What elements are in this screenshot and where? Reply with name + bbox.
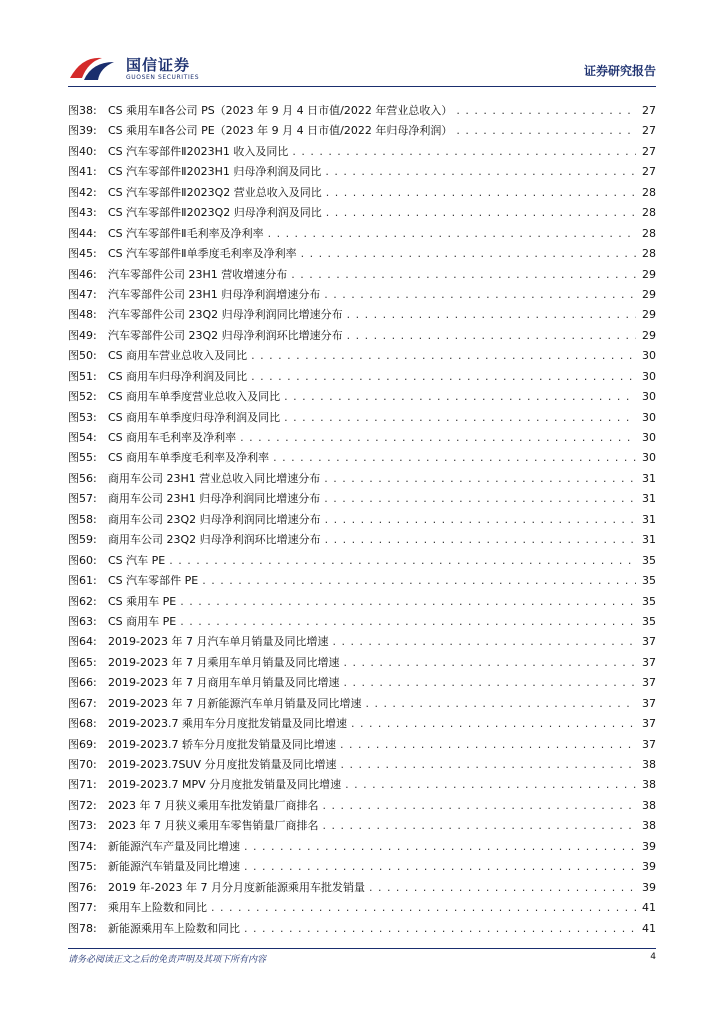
toc-entry[interactable] [68, 286, 656, 306]
toc-leader-dots [244, 840, 636, 853]
toc-entry[interactable] [68, 695, 656, 715]
toc-entry-page: 35 [642, 614, 656, 628]
toc-entry-number: 图78: [68, 921, 97, 935]
toc-entry-number: 图38: [68, 104, 97, 117]
toc-entry-page: 37 [642, 635, 656, 649]
toc-entry-title: CS 商用车毛利率及净利率 [108, 431, 237, 444]
toc-entry-number: 图45: [68, 247, 97, 261]
toc-leader-dots [347, 329, 636, 342]
toc-entry-page: 28 [642, 226, 656, 240]
toc-leader-dots [365, 697, 636, 710]
toc-entry-number: 图50: [68, 349, 97, 363]
toc-entry-number: 图77: [68, 901, 97, 915]
toc-entry[interactable] [68, 531, 656, 551]
toc-entry[interactable] [68, 143, 656, 163]
toc-entry-title: 2019-2023 年 7 月乘用车单月销量及同比增速 [108, 655, 340, 669]
toc-entry-title: CS 商用车单季度营业总收入及同比 [108, 390, 281, 404]
toc-entry[interactable] [68, 633, 656, 653]
toc-entry-title: 商用车公司 23Q2 归母净利润同比增速分布 [108, 512, 321, 526]
toc-entry-number: 图71: [68, 778, 97, 792]
toc-entry-page: 28 [642, 206, 656, 220]
toc-entry[interactable] [68, 449, 656, 469]
toc-entry-page: 38 [642, 758, 656, 771]
toc-leader-dots [326, 186, 636, 199]
toc-entry-title: 汽车零部件公司 23H1 归母净利润增速分布 [108, 287, 321, 301]
toc-entry[interactable] [68, 572, 656, 592]
toc-leader-dots [343, 676, 636, 689]
toc-entry-number: 图76: [68, 880, 97, 894]
logo-english-text: GUOSEN SECURITIES [126, 74, 200, 81]
guosen-logo [68, 52, 228, 84]
toc-leader-dots [325, 165, 636, 178]
toc-entry-title: CS 汽车零部件Ⅱ2023Q2 归母净利润及同比 [108, 206, 322, 220]
toc-entry[interactable] [68, 899, 656, 919]
toc-entry-number: 图65: [68, 655, 97, 669]
toc-leader-dots [211, 901, 636, 914]
toc-entry-page: 38 [642, 819, 656, 833]
toc-entry-title: CS 汽车零部件Ⅱ2023H1 归母净利润及同比 [108, 165, 322, 179]
toc-entry-title: 2019-2023 年 7 月汽车单月销量及同比增速 [108, 635, 329, 649]
toc-entry[interactable] [68, 102, 656, 122]
toc-leader-dots [345, 778, 636, 791]
toc-leader-dots [325, 533, 636, 546]
toc-entry-number: 图62: [68, 594, 97, 608]
toc-entry-number: 图73: [68, 819, 97, 833]
toc-entry-number: 图47: [68, 287, 97, 301]
toc-entry-number: 图66: [68, 676, 97, 690]
toc-entry-number: 图44: [68, 226, 97, 240]
toc-leader-dots [292, 145, 636, 158]
toc-entry[interactable] [68, 163, 656, 183]
toc-entry-number: 图69: [68, 737, 97, 751]
toc-leader-dots [369, 881, 636, 894]
toc-entry-title: 新能源汽车产量及同比增速 [108, 839, 240, 853]
toc-entry-page: 29 [642, 267, 656, 281]
toc-entry[interactable] [68, 817, 656, 837]
toc-entry-title: 2019-2023.7SUV 分月度批发销量及同比增速 [108, 758, 337, 771]
toc-entry-title: CS 汽车零部件Ⅱ毛利率及净利率 [108, 226, 264, 240]
toc-entry-title: CS 商用车单季度归母净利润及同比 [108, 410, 281, 424]
toc-entry[interactable] [68, 388, 656, 408]
toc-entry-page: 27 [642, 124, 656, 138]
toc-entry-page: 30 [642, 349, 656, 363]
toc-entry-page: 30 [642, 451, 656, 465]
toc-entry-number: 图59: [68, 533, 97, 547]
toc-entry[interactable] [68, 490, 656, 510]
toc-entry-title: 2019-2023.7 MPV 分月度批发销量及同比增速 [108, 778, 342, 792]
toc-leader-dots [169, 554, 636, 567]
toc-entry-title: 商用车公司 23H1 归母净利润同比增速分布 [108, 492, 321, 506]
toc-entry-page: 37 [642, 655, 656, 669]
toc-leader-dots [251, 370, 636, 383]
toc-entry-title: 新能源乘用车上险数和同比 [108, 921, 240, 935]
toc-entry-title: CS 商用车单季度毛利率及净利率 [108, 451, 270, 465]
toc-entry-title: 2023 年 7 月狭义乘用车批发销量厂商排名 [108, 798, 319, 812]
toc-entry[interactable] [68, 756, 656, 776]
toc-leader-dots [301, 247, 636, 260]
toc-entry[interactable] [68, 306, 656, 326]
toc-entry-page: 37 [642, 717, 656, 731]
toc-entry-page: 28 [642, 185, 656, 199]
toc-entry-number: 图70: [68, 758, 97, 771]
page-header [0, 0, 724, 96]
toc-entry[interactable] [68, 797, 656, 817]
toc-entry[interactable] [68, 776, 656, 796]
toc-entry-page: 35 [642, 594, 656, 608]
toc-entry-title: 商用车公司 23H1 营业总收入同比增速分布 [108, 471, 321, 485]
toc-leader-dots [347, 308, 636, 321]
toc-entry[interactable] [68, 613, 656, 633]
toc-leader-dots [268, 227, 636, 240]
toc-entry[interactable] [68, 409, 656, 429]
toc-entry-page: 35 [642, 574, 656, 588]
toc-entry-number: 图61: [68, 574, 97, 588]
toc-entry-page: 41 [642, 921, 656, 935]
toc-entry-title: CS 商用车 PE [108, 614, 177, 628]
toc-entry-number: 图52: [68, 390, 97, 404]
toc-entry-number: 图55: [68, 451, 97, 465]
header-divider [68, 86, 656, 87]
toc-entry-title: CS 乘用车 PE [108, 594, 177, 608]
toc-entry-page: 27 [642, 165, 656, 179]
toc-entry[interactable] [68, 184, 656, 204]
toc-leader-dots [341, 758, 636, 771]
toc-entry-number: 图74: [68, 839, 97, 853]
guosen-logo-icon [68, 52, 116, 84]
toc-entry-page: 29 [642, 328, 656, 342]
toc-entry-page: 27 [642, 104, 656, 117]
toc-entry-title: 汽车零部件公司 23H1 营收增速分布 [108, 267, 288, 281]
toc-leader-dots [326, 206, 636, 219]
page-number: 4 [650, 952, 656, 962]
toc-entry[interactable] [68, 429, 656, 449]
toc-entry-number: 图49: [68, 328, 97, 342]
toc-entry-page: 30 [642, 369, 656, 383]
toc-leader-dots [322, 819, 636, 832]
toc-entry-page: 31 [642, 512, 656, 526]
toc-entry[interactable] [68, 593, 656, 613]
toc-entry-title: 2023 年 7 月狭义乘用车零售销量厂商排名 [108, 819, 319, 833]
toc-entry-title: 乘用车上险数和同比 [108, 901, 207, 915]
toc-entry[interactable] [68, 368, 656, 388]
toc-entry-title: 商用车公司 23Q2 归母净利润环比增速分布 [108, 533, 321, 547]
toc-leader-dots [324, 288, 636, 301]
toc-entry-page: 30 [642, 410, 656, 424]
logo-chinese-text: 国信证券 [126, 56, 191, 74]
toc-entry-title: CS 乘用车Ⅱ各公司 PS（2023 年 9 月 4 日市值/2022 年营业总收入） [108, 104, 453, 117]
toc-leader-dots [202, 574, 636, 587]
toc-entry[interactable] [68, 654, 656, 674]
toc-leader-dots [244, 922, 636, 935]
toc-leader-dots [324, 472, 636, 485]
toc-entry[interactable] [68, 736, 656, 756]
toc-entry-number: 图53: [68, 410, 97, 424]
report-type-label: 证券研究报告 [583, 64, 656, 78]
figure-list [68, 102, 656, 940]
toc-entry-page: 37 [642, 696, 656, 710]
toc-entry-number: 图75: [68, 860, 97, 874]
toc-entry[interactable] [68, 511, 656, 531]
toc-entry-page: 37 [642, 676, 656, 690]
toc-entry-title: CS 乘用车Ⅱ各公司 PE（2023 年 9 月 4 日市值/2022 年归母净利润） [108, 124, 453, 138]
toc-entry-page: 37 [642, 737, 656, 751]
toc-leader-dots [180, 615, 636, 628]
toc-leader-dots [343, 656, 636, 669]
toc-entry[interactable] [68, 674, 656, 694]
toc-entry-number: 图54: [68, 431, 97, 444]
toc-entry-title: 汽车零部件公司 23Q2 归母净利润同比增速分布 [108, 308, 343, 322]
toc-entry-title: CS 汽车零部件Ⅱ2023H1 收入及同比 [108, 144, 289, 158]
toc-entry-page: 29 [642, 308, 656, 322]
toc-entry-page: 35 [642, 553, 656, 567]
toc-entry-number: 图46: [68, 267, 97, 281]
toc-entry[interactable] [68, 920, 656, 940]
toc-entry[interactable] [68, 879, 656, 899]
toc-entry-page: 31 [642, 471, 656, 485]
toc-entry-title: 2019-2023.7 轿车分月度批发销量及同比增速 [108, 737, 336, 751]
toc-entry[interactable] [68, 204, 656, 224]
footer-divider [68, 948, 656, 949]
toc-entry-number: 图48: [68, 308, 97, 322]
toc-entry[interactable] [68, 327, 656, 347]
toc-entry-page: 39 [642, 839, 656, 853]
toc-leader-dots [351, 717, 636, 730]
footer-disclaimer: 请务必阅读正文之后的免责声明及其项下所有内容 [68, 955, 267, 965]
toc-entry[interactable] [68, 715, 656, 735]
toc-leader-dots [180, 595, 636, 608]
toc-entry-page: 27 [642, 144, 656, 158]
toc-entry-page: 30 [642, 431, 656, 444]
toc-entry[interactable] [68, 245, 656, 265]
toc-entry-number: 图42: [68, 185, 97, 199]
toc-entry-number: 图68: [68, 717, 97, 731]
toc-entry-number: 图58: [68, 512, 97, 526]
toc-entry-number: 图67: [68, 696, 97, 710]
toc-entry-number: 图64: [68, 635, 97, 649]
toc-entry[interactable] [68, 266, 656, 286]
toc-entry-number: 图56: [68, 471, 97, 485]
toc-entry[interactable] [68, 470, 656, 490]
toc-entry-title: 2019-2023 年 7 月商用车单月销量及同比增速 [108, 676, 340, 690]
toc-entry-page: 30 [642, 390, 656, 404]
toc-leader-dots [456, 104, 636, 117]
toc-entry-title: 新能源汽车销量及同比增速 [108, 860, 240, 874]
toc-entry-number: 图41: [68, 165, 97, 179]
toc-entry-number: 图63: [68, 614, 97, 628]
toc-entry-page: 39 [642, 880, 656, 894]
toc-leader-dots [322, 799, 636, 812]
toc-entry-number: 图43: [68, 206, 97, 220]
toc-leader-dots [284, 390, 636, 403]
toc-entry-page: 29 [642, 287, 656, 301]
toc-entry-title: 2019-2023.7 乘用车分月度批发销量及同比增速 [108, 717, 347, 731]
toc-leader-dots [340, 738, 636, 751]
toc-entry-number: 图39: [68, 124, 97, 138]
toc-leader-dots [244, 860, 636, 873]
toc-entry[interactable] [68, 122, 656, 142]
toc-entry-title: CS 汽车零部件 PE [108, 574, 199, 588]
toc-leader-dots [456, 124, 636, 137]
toc-entry-title: CS 汽车 PE [108, 553, 166, 567]
toc-leader-dots [284, 411, 636, 424]
toc-leader-dots [240, 431, 636, 444]
toc-entry-title: 2019 年-2023 年 7 月分月度新能源乘用车批发销量 [108, 880, 365, 894]
toc-entry-page: 38 [642, 798, 656, 812]
toc-entry[interactable] [68, 858, 656, 878]
toc-entry-page: 31 [642, 533, 656, 547]
toc-entry[interactable] [68, 552, 656, 572]
toc-leader-dots [273, 451, 636, 464]
toc-entry-page: 39 [642, 860, 656, 874]
toc-entry-page: 41 [642, 901, 656, 915]
toc-leader-dots [332, 635, 636, 648]
toc-entry[interactable] [68, 225, 656, 245]
toc-leader-dots [324, 492, 636, 505]
toc-entry-title: CS 商用车归母净利润及同比 [108, 369, 248, 383]
toc-entry-page: 38 [642, 778, 656, 792]
toc-entry-title: CS 汽车零部件Ⅱ2023Q2 营业总收入及同比 [108, 185, 322, 199]
toc-entry-title: CS 商用车营业总收入及同比 [108, 349, 248, 363]
toc-entry[interactable] [68, 347, 656, 367]
toc-entry-title: CS 汽车零部件Ⅱ单季度毛利率及净利率 [108, 247, 297, 261]
toc-entry[interactable] [68, 838, 656, 858]
toc-entry-title: 2019-2023 年 7 月新能源汽车单月销量及同比增速 [108, 696, 362, 710]
toc-entry-number: 图72: [68, 798, 97, 812]
toc-entry-number: 图57: [68, 492, 97, 506]
toc-entry-title: 汽车零部件公司 23Q2 归母净利润环比增速分布 [108, 328, 343, 342]
toc-entry-number: 图40: [68, 144, 97, 158]
toc-entry-number: 图60: [68, 553, 97, 567]
toc-entry-page: 28 [642, 247, 656, 261]
toc-entry-number: 图51: [68, 369, 97, 383]
toc-entry-page: 31 [642, 492, 656, 506]
toc-leader-dots [291, 268, 636, 281]
toc-leader-dots [251, 349, 636, 362]
toc-leader-dots [325, 513, 636, 526]
